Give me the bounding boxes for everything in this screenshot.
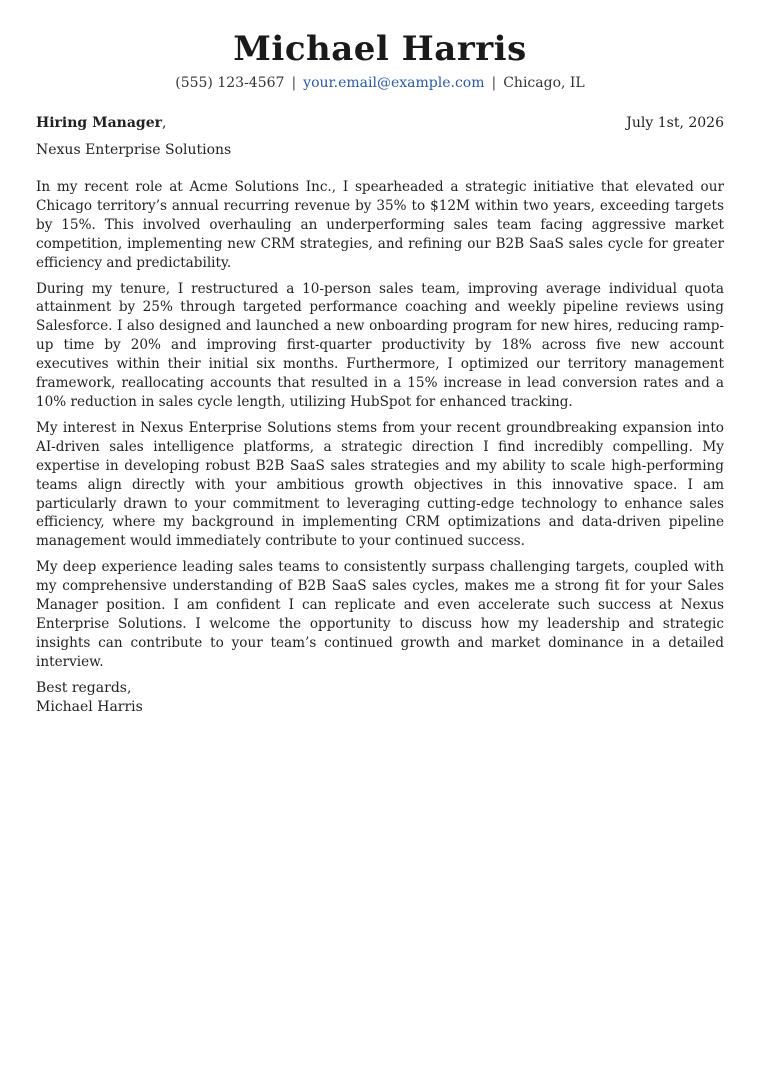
letter-paragraphs — [36, 178, 724, 672]
closing-salutation: Best regards, — [36, 679, 132, 696]
body-paragraph: During my tenure, I restructured a 10-person sales team, improving average individual quota attainment by 25% through targeted performance coaching and weekly pipeline reviews using Salesforce. I also designed and launched a new onboarding program for new hires, reducing ramp-up time by 20% and improving first-quarter productivity by 18% across five new account executives within their initial six months. Furthermore, I optimized our territory management framework, reallocating accounts that resulted in a 15% increase in lead conversion rates and a 10% reduction in sales cycle length, utilizing HubSpot for enhanced tracking. — [36, 280, 724, 410]
body-paragraph: My deep experience leading sales teams to consistently surpass challenging targets, coupled with my comprehensive understanding of B2B SaaS sales cycles, makes me a strong fit for your Sales Manager position. I am confident I can replicate and even accelerate such success at Nexus Enterprise Solutions. I welcome the opportunity to discuss how my leadership and strategic insights can contribute to your team’s continued growth and market dominance in a detailed interview. — [36, 559, 724, 670]
company-name: Nexus Enterprise Solutions — [36, 142, 232, 158]
email-link[interactable]: your.email@example.com — [303, 75, 485, 91]
contact-separator: | — [291, 75, 297, 91]
phone-number: (555) 123-4567 — [175, 75, 285, 91]
recipient-date-row — [36, 115, 724, 132]
signature-name: Michael Harris — [36, 698, 143, 715]
letter-body — [36, 115, 724, 717]
contact-separator: | — [491, 75, 497, 91]
recipient-suffix: , — [161, 115, 167, 131]
location: Chicago, IL — [503, 75, 585, 91]
body-paragraph: In my recent role at Acme Solutions Inc., I spearheaded a strategic initiative that elevated our Chicago territory’s annual recurring revenue by 35% to $12M within two years, exceeding targets by 15%. This involved overhauling an underperforming sales team facing aggressive market competition, implementing new CRM strategies, and refining our B2B SaaS sales cycle for greater efficiency and predictability. — [36, 179, 724, 271]
applicant-name: Michael Harris — [233, 29, 527, 69]
contact-line — [0, 74, 760, 92]
recipient — [36, 115, 166, 132]
recipient-name: Hiring Manager — [36, 115, 162, 131]
closing-block — [36, 679, 724, 717]
letter-date: July 1st, 2026 — [626, 115, 724, 131]
letter-header — [0, 0, 760, 92]
body-paragraph: My interest in Nexus Enterprise Solutions stems from your recent groundbreaking expansion into AI-driven sales intelligence platforms, a strategic direction I find incredibly compelling. My expertise in developing robust B2B SaaS sales strategies and my ability to scale high-performing teams align directly with your ambitious growth objectives in this innovative space. I am particularly drawn to your commitment to leveraging cutting-edge technology to enhance sales efficiency, where my background in implementing CRM optimizations and data-driven pipeline management would immediately contribute to your continued success. — [36, 419, 724, 550]
